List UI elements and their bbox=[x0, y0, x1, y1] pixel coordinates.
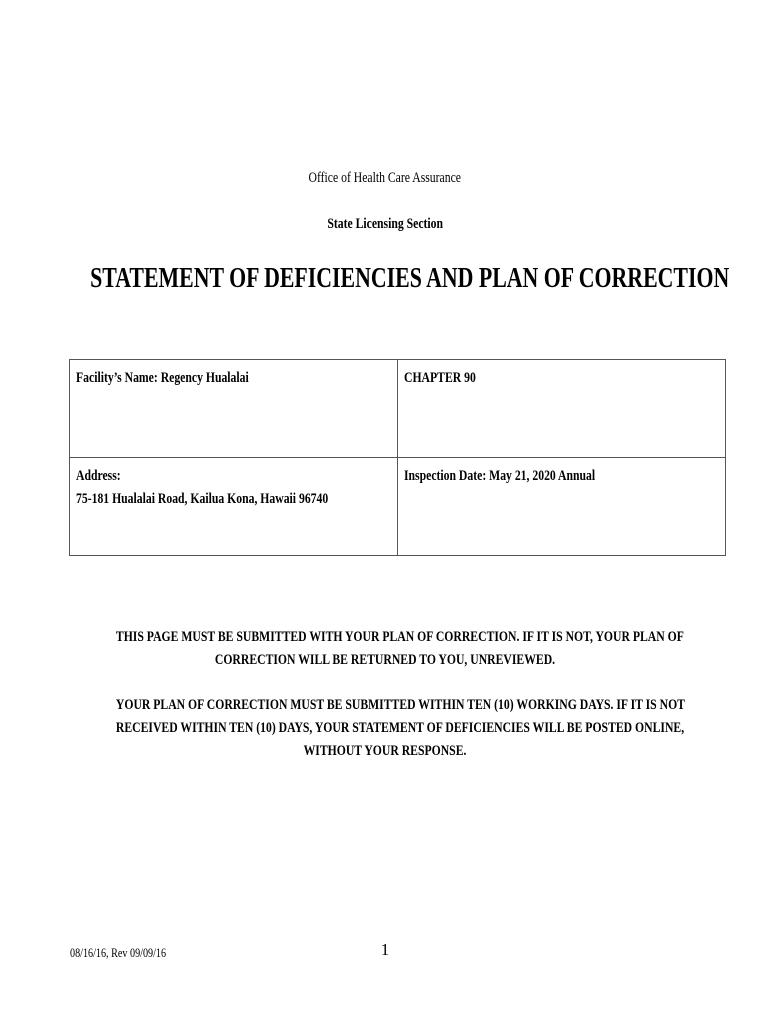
facility-name: Facility’s Name: Regency Hualalai bbox=[76, 370, 249, 386]
revision-text: 08/16/16, Rev 09/09/16 bbox=[70, 945, 167, 960]
table-row bbox=[70, 360, 726, 458]
notice-line: YOUR PLAN OF CORRECTION MUST BE SUBMITTED WITHIN TEN (10) WORKING DAYS. IF IT IS NOT bbox=[115, 697, 685, 713]
notice-line: RECEIVED WITHIN TEN (10) DAYS, YOUR STATEMENT OF DEFICIENCIES WILL BE POSTED ONLINE, bbox=[115, 720, 685, 736]
chapter-label: CHAPTER 90 bbox=[404, 370, 476, 386]
document-title-text: STATEMENT OF DEFICIENCIES AND PLAN OF CORRECTION bbox=[90, 263, 730, 294]
document-title bbox=[0, 263, 770, 295]
revision-footer bbox=[70, 945, 193, 961]
submission-notice bbox=[40, 626, 730, 672]
address-cell bbox=[70, 458, 398, 556]
address-value: 75-181 Hualalai Road, Kailua Kona, Hawaii 96740 bbox=[76, 491, 329, 507]
facility-info-table bbox=[69, 359, 726, 556]
notice-line: CORRECTION WILL BE RETURNED TO YOU, UNREVIEWED. bbox=[214, 652, 556, 668]
deadline-notice bbox=[40, 694, 730, 763]
facility-name-cell bbox=[70, 360, 398, 458]
page-number: 1 bbox=[380, 940, 390, 959]
office-heading-text: Office of Health Care Assurance bbox=[308, 170, 462, 186]
office-heading bbox=[0, 170, 770, 187]
table-row bbox=[70, 458, 726, 556]
section-heading bbox=[0, 216, 770, 233]
chapter-cell bbox=[398, 360, 726, 458]
section-heading-text: State Licensing Section bbox=[327, 216, 443, 232]
address-label: Address: bbox=[76, 468, 121, 484]
notice-line: WITHOUT YOUR RESPONSE. bbox=[303, 743, 467, 759]
inspection-date: Inspection Date: May 21, 2020 Annual bbox=[404, 468, 596, 484]
notice-line: THIS PAGE MUST BE SUBMITTED WITH YOUR PLAN OF CORRECTION. IF IT IS NOT, YOUR PLAN OF bbox=[115, 629, 684, 645]
inspection-cell bbox=[398, 458, 726, 556]
